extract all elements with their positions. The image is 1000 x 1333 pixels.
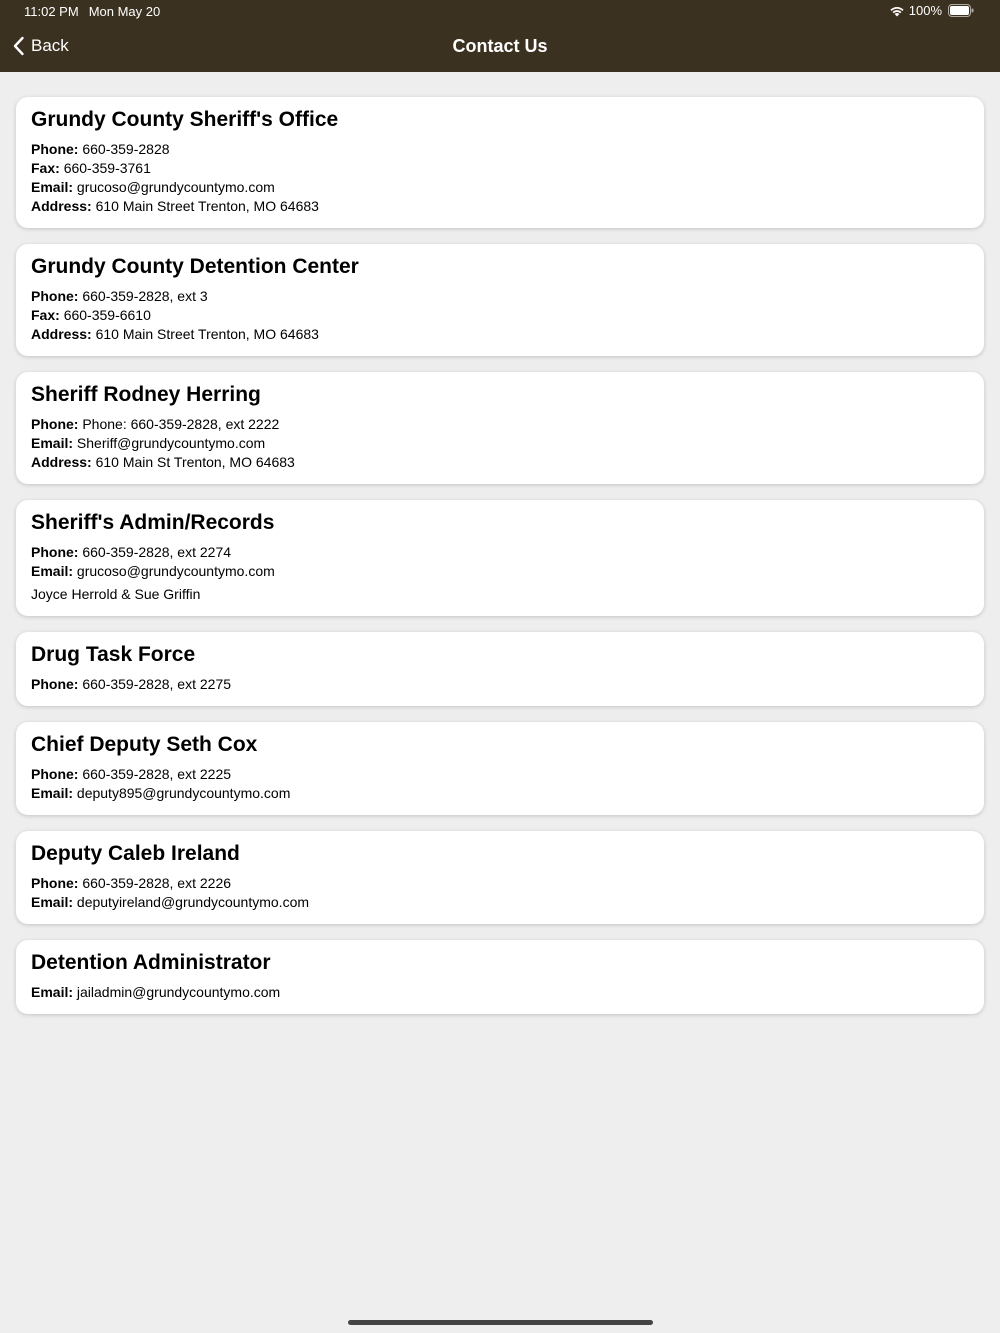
navigation-bar bbox=[0, 0, 1000, 72]
status-indicators bbox=[889, 3, 974, 18]
status-date: Mon May 20 bbox=[88, 4, 161, 19]
contact-title: Deputy Caleb Ireland bbox=[31, 842, 240, 865]
contact-note: Joyce Herrold & Sue Griffin bbox=[31, 586, 201, 602]
contact-title: Grundy County Detention Center bbox=[31, 255, 359, 278]
contact-detail-row bbox=[31, 983, 969, 1002]
contact-detail-row bbox=[31, 893, 969, 912]
home-indicator bbox=[348, 1320, 653, 1325]
contact-card bbox=[16, 244, 984, 356]
contact-card bbox=[16, 940, 984, 1014]
contact-title: Drug Task Force bbox=[31, 643, 196, 666]
contact-card bbox=[16, 97, 984, 228]
contact-list bbox=[16, 97, 984, 1030]
contact-detail-label: Address: bbox=[31, 198, 92, 214]
chevron-left-icon bbox=[12, 36, 25, 56]
contact-detail-row bbox=[31, 415, 969, 434]
contact-detail-value[interactable]: 660-359-2828, ext 2274 bbox=[82, 544, 232, 560]
contact-card bbox=[16, 831, 984, 924]
contact-detail-value[interactable]: 660-359-2828, ext 3 bbox=[82, 288, 208, 304]
contact-detail-value[interactable]: 660-359-2828, ext 2226 bbox=[82, 875, 232, 891]
contact-detail-row bbox=[31, 287, 969, 306]
contact-detail-label: Address: bbox=[31, 454, 92, 470]
contact-detail-value[interactable]: Sheriff@grundycountymo.com bbox=[76, 435, 266, 451]
contact-detail-value[interactable]: 610 Main Street Trenton, MO 64683 bbox=[95, 198, 319, 214]
contact-detail-label: Email: bbox=[31, 435, 74, 451]
contact-detail-value[interactable]: 660-359-6610 bbox=[63, 307, 151, 323]
contact-detail-label: Phone: bbox=[31, 544, 79, 560]
contact-detail-label: Phone: bbox=[31, 416, 79, 432]
contact-detail-row bbox=[31, 874, 969, 893]
status-clock: 11:02 PM bbox=[24, 4, 79, 19]
contact-detail-label: Email: bbox=[31, 179, 74, 195]
contact-title: Grundy County Sheriff's Office bbox=[31, 108, 339, 131]
contact-detail-label: Phone: bbox=[31, 141, 79, 157]
contact-detail-label: Address: bbox=[31, 326, 92, 342]
contact-detail-label: Phone: bbox=[31, 676, 79, 692]
contact-detail-value[interactable]: deputyireland@grundycountymo.com bbox=[76, 894, 310, 910]
contact-detail-value[interactable]: grucoso@grundycountymo.com bbox=[76, 179, 275, 195]
contact-detail-label: Phone: bbox=[31, 766, 79, 782]
contact-title: Detention Administrator bbox=[31, 951, 271, 974]
contact-detail-value[interactable]: Phone: 660-359-2828, ext 2222 bbox=[82, 416, 280, 432]
contact-detail-label: Email: bbox=[31, 984, 74, 1000]
contact-detail-label: Phone: bbox=[31, 875, 79, 891]
contact-detail-row bbox=[31, 434, 969, 453]
contact-detail-row bbox=[31, 453, 969, 472]
contact-detail-row bbox=[31, 543, 969, 562]
back-button-label: Back bbox=[31, 36, 69, 55]
contact-card bbox=[16, 632, 984, 706]
contact-detail-label: Email: bbox=[31, 894, 74, 910]
status-time bbox=[24, 4, 160, 19]
battery-percent: 100% bbox=[908, 3, 942, 18]
contact-detail-value[interactable]: 610 Main St Trenton, MO 64683 bbox=[95, 454, 295, 470]
contact-detail-label: Email: bbox=[31, 785, 74, 801]
contact-detail-label: Fax: bbox=[31, 160, 60, 176]
contact-detail-row bbox=[31, 562, 969, 581]
contact-detail-row bbox=[31, 675, 969, 694]
contact-detail-value[interactable]: jailadmin@grundycountymo.com bbox=[76, 984, 281, 1000]
contact-detail-value[interactable]: deputy895@grundycountymo.com bbox=[76, 785, 291, 801]
battery-icon bbox=[948, 4, 974, 17]
contact-detail-value[interactable]: 660-359-3761 bbox=[63, 160, 151, 176]
contact-card bbox=[16, 372, 984, 484]
contact-detail-label: Phone: bbox=[31, 288, 79, 304]
contact-detail-value[interactable]: 660-359-2828, ext 2225 bbox=[82, 766, 232, 782]
contact-detail-row bbox=[31, 765, 969, 784]
contact-detail-row bbox=[31, 784, 969, 803]
contact-detail-label: Email: bbox=[31, 563, 74, 579]
contact-detail-row bbox=[31, 325, 969, 344]
back-button[interactable] bbox=[12, 36, 69, 56]
contact-card bbox=[16, 500, 984, 616]
wifi-icon bbox=[889, 5, 905, 17]
contact-title: Chief Deputy Seth Cox bbox=[31, 733, 258, 756]
contact-detail-label: Fax: bbox=[31, 307, 60, 323]
contact-card bbox=[16, 722, 984, 815]
contact-detail-value[interactable]: 660-359-2828, ext 2275 bbox=[82, 676, 232, 692]
contact-detail-value[interactable]: 610 Main Street Trenton, MO 64683 bbox=[95, 326, 319, 342]
contact-title: Sheriff's Admin/Records bbox=[31, 511, 275, 534]
contact-detail-row bbox=[31, 178, 969, 197]
contact-detail-row bbox=[31, 140, 969, 159]
contact-detail-row bbox=[31, 159, 969, 178]
contact-detail-value[interactable]: grucoso@grundycountymo.com bbox=[76, 563, 275, 579]
contact-detail-value[interactable]: 660-359-2828 bbox=[82, 141, 170, 157]
contact-title: Sheriff Rodney Herring bbox=[31, 383, 261, 406]
page-title: Contact Us bbox=[452, 36, 548, 56]
contact-detail-row bbox=[31, 306, 969, 325]
contact-detail-row bbox=[31, 197, 969, 216]
